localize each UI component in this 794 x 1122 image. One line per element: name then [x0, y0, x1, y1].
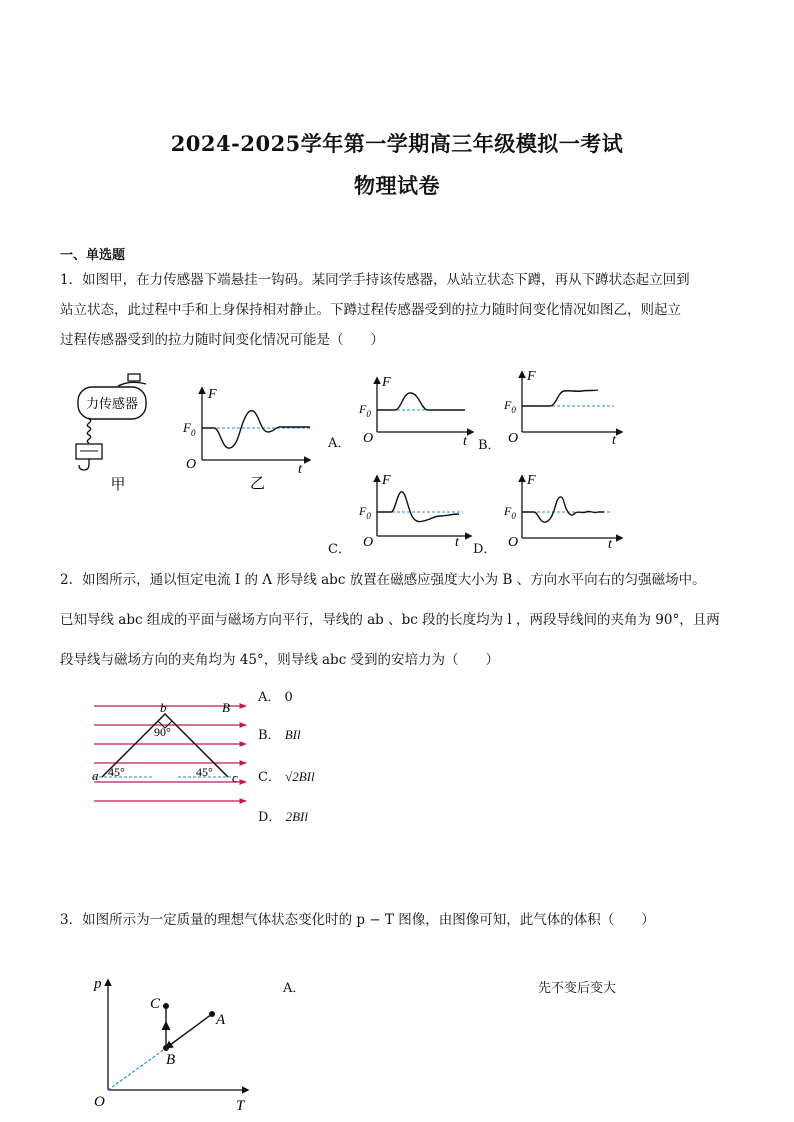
q2-line2: 已知导线 abc 组成的平面与磁场方向平行，导线的 ab 、bc 段的长度均为 l ，两段导线间的夹角为 90°，且两 — [60, 612, 720, 628]
dashed-extension — [108, 1048, 166, 1090]
q2-option-A[interactable]: A． 0 — [258, 690, 293, 705]
point-C — [163, 1003, 169, 1009]
svg-text:F0: $F_0$ — [504, 398, 516, 415]
svg-text:O: O — [94, 1094, 105, 1110]
svg-text:C: C — [150, 996, 161, 1012]
svg-text:45°: 45° — [108, 765, 125, 779]
svg-text:O: O — [508, 431, 519, 446]
curve-option-D — [522, 497, 604, 522]
graph-option-A — [355, 372, 475, 447]
point-B — [163, 1045, 169, 1051]
section-heading: 一、单选题 — [60, 248, 126, 263]
svg-text:T: T — [236, 1098, 245, 1114]
axis-t-label: t — [298, 462, 302, 477]
origin-label: O — [186, 457, 197, 472]
svg-text:O: O — [363, 431, 374, 446]
svg-text:O: O — [508, 535, 519, 548]
svg-text:t: t — [612, 433, 616, 446]
svg-text:t: t — [463, 434, 467, 447]
svg-text:B: B — [166, 1052, 176, 1068]
svg-text:b: b — [160, 700, 167, 715]
graph-option-B — [500, 366, 625, 446]
option-B-label[interactable]: B． — [478, 438, 501, 453]
axis-F-label: F — [208, 387, 217, 402]
svg-text:c: c — [232, 770, 238, 785]
q2-option-B[interactable]: B． BIl — [258, 727, 301, 743]
curve-option-B — [522, 390, 598, 406]
svg-text:O: O — [363, 535, 374, 548]
svg-text:90°: 90° — [154, 725, 171, 739]
svg-text:F: F — [527, 369, 536, 384]
q1-line3: 过程传感器受到的拉力随时间变化情况可能是（ ） — [60, 332, 384, 348]
q3-option-A-value[interactable]: 先不变后变大 — [538, 981, 617, 996]
curve-option-C — [377, 492, 459, 522]
point-A — [209, 1011, 215, 1017]
graph-option-D — [500, 470, 625, 548]
option-D-label[interactable]: D． — [473, 542, 497, 557]
svg-text:t: t — [608, 537, 612, 548]
figure-sensor — [70, 372, 170, 497]
page-title: 2024-2025学年第一学期高三年级模拟一考试 — [170, 131, 624, 156]
q2-option-D[interactable]: D． 2BIl — [258, 809, 308, 825]
figure-yi — [178, 380, 318, 495]
hook-icon — [79, 459, 89, 470]
q2-line1: 2．如图所示，通以恒定电流 I 的 Λ 形导线 abc 放置在磁感应强度大小为 B 、方向水平向右的匀强磁场中。 — [60, 572, 706, 588]
fig-jia-label: 甲 — [110, 477, 126, 493]
svg-text:F0: $F_0$ — [504, 504, 516, 521]
q1-line1: 1．如图甲，在力传感器下端悬挂一钩码。某同学手持该传感器，从站立状态下蹲，再从下蹲状态起立回到 — [60, 272, 690, 288]
svg-text:F: F — [382, 473, 391, 488]
svg-text:A: A — [216, 1012, 226, 1028]
sensor-label: 力传感器 — [85, 396, 139, 411]
q3-option-A-letter[interactable]: A． — [283, 981, 306, 996]
figure-p-T — [88, 972, 258, 1117]
q2-line3: 段导线与磁场方向的夹角均为 45°，则导线 abc 受到的安培力为（ ） — [60, 652, 500, 668]
sensor-hook-top — [128, 374, 140, 381]
svg-text:p: p — [94, 976, 102, 992]
q3-line1: 3．如图所示为一定质量的理想气体状态变化时的 p − T 图像，由图像可知，此气体的体积（ ） — [60, 912, 655, 928]
page-subtitle: 物理试卷 — [354, 173, 440, 198]
svg-text:a: a — [92, 768, 99, 783]
q1-line2: 站立状态，此过程中手和上身保持相对静止。下蹲过程传感器受到的拉力随时间变化情况如图乙，则起立 — [60, 302, 681, 318]
svg-text:F: F — [382, 375, 391, 390]
option-C-label[interactable]: C． — [328, 542, 351, 557]
svg-text:45°: 45° — [196, 765, 213, 779]
sensor-spring — [87, 419, 90, 443]
q2-option-C[interactable]: C． √2BIl — [258, 769, 315, 785]
svg-text:F0: $F_0$ — [359, 504, 371, 521]
svg-text:t: t — [455, 535, 459, 548]
magnetic-field-lines — [94, 706, 246, 801]
svg-text:B: B — [222, 700, 230, 715]
graph-option-C — [355, 470, 475, 548]
figure-wire-field — [88, 700, 253, 815]
segment-AB — [166, 1014, 212, 1048]
fig-yi-label: 乙 — [250, 476, 266, 492]
curve-yi — [202, 411, 310, 449]
curve-option-A — [377, 393, 465, 410]
option-A-label[interactable]: A． — [328, 436, 351, 451]
F0-label: $F_0$ — [183, 420, 196, 438]
svg-text:F0: $F_0$ — [359, 402, 371, 419]
svg-text:F: F — [527, 473, 536, 488]
